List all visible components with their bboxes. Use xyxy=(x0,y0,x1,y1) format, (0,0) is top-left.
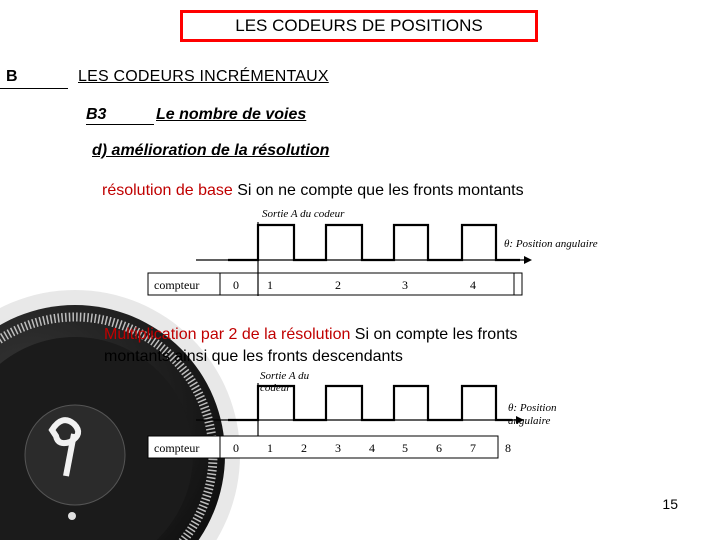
diagram2-counter-value: 1 xyxy=(267,441,273,455)
diagram2-counter-value: 8 xyxy=(505,441,511,455)
subsubsection-title: d) amélioration de la résolution xyxy=(92,142,330,159)
section-letter: B xyxy=(6,68,18,85)
page-title: LES CODEURS DE POSITIONS xyxy=(235,16,483,35)
diagram2-counter-label: compteur xyxy=(154,441,200,455)
subsection-code: B3 xyxy=(86,106,107,123)
section-title: LES CODEURS INCRÉMENTAUX xyxy=(78,68,329,85)
diagram1-counter-value: 3 xyxy=(402,278,408,292)
diagram2-axis-label: θ: Position angulaire xyxy=(508,402,557,427)
diagram2-counter-value: 0 xyxy=(233,441,239,455)
diagram2-counter-value: 3 xyxy=(335,441,341,455)
diagram1-counter-value: 4 xyxy=(470,278,476,292)
diagram2-counter-value: 7 xyxy=(470,441,476,455)
diagram1-counter-value: 1 xyxy=(267,278,273,292)
diagram2-counter-value: 2 xyxy=(301,441,307,455)
diagram1-counter-value: 2 xyxy=(335,278,341,292)
diagram2-intro-highlight: Multiplication par 2 de la résolution xyxy=(104,326,351,343)
diagram1-signal-label: Sortie A du codeur xyxy=(262,208,345,220)
diagram2-counter-box xyxy=(148,436,498,458)
diagram1-counter-value: 0 xyxy=(233,278,239,292)
diagram2-intro-text: Si on compte les fronts montants ainsi que les fronts descendants xyxy=(104,326,518,365)
diagram1-intro-highlight: résolution de base xyxy=(102,182,233,199)
diagram1-intro-text: Si on ne compte que les fronts montants xyxy=(232,182,524,199)
subsection-title: Le nombre de voies xyxy=(156,106,307,123)
diagram2-counter-value: 4 xyxy=(369,441,375,455)
diagram2-counter-value: 5 xyxy=(402,441,408,455)
diagram2-signal-label: Sortie A du codeur xyxy=(260,370,310,394)
diagram1-counter-label: compteur xyxy=(154,278,200,292)
page-number: 15 xyxy=(662,496,678,512)
diagram2-counter-value: 6 xyxy=(436,441,442,455)
diagram1-axis-label: θ: Position angulaire xyxy=(504,238,598,250)
